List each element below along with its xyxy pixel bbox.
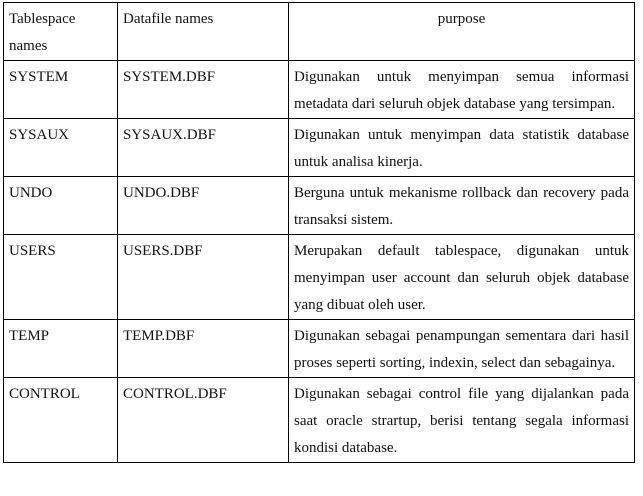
header-tablespace-names: Tablespace names — [4, 3, 118, 61]
tablespace-table — [3, 2, 635, 463]
header-datafile-names: Datafile names — [118, 3, 289, 61]
cell-purpose: Digunakan sebagai penampungan sementara dari hasil proses seperti sorting, indexin, select dan sebagainya. — [289, 320, 635, 378]
table-row — [4, 320, 635, 378]
cell-purpose: Berguna untuk mekanisme rollback dan recovery pada transaksi sistem. — [289, 177, 635, 235]
cell-tablespace: SYSTEM — [4, 61, 118, 119]
cell-datafile: TEMP.DBF — [118, 320, 289, 378]
table-row — [4, 61, 635, 119]
header-purpose: purpose — [289, 3, 635, 61]
cell-datafile: CONTROL.DBF — [118, 378, 289, 463]
cell-purpose: Merupakan default tablespace, digunakan untuk menyimpan user account dan seluruh objek database yang dibuat oleh user. — [289, 235, 635, 320]
cell-tablespace: UNDO — [4, 177, 118, 235]
table-header-row — [4, 3, 635, 61]
cell-datafile: SYSTEM.DBF — [118, 61, 289, 119]
table-row — [4, 119, 635, 177]
cell-purpose: Digunakan untuk menyimpan semua informasi metadata dari seluruh objek database yang tersimpan. — [289, 61, 635, 119]
cell-datafile: SYSAUX.DBF — [118, 119, 289, 177]
cell-tablespace: CONTROL — [4, 378, 118, 463]
cell-purpose: Digunakan sebagai control file yang dijalankan pada saat oracle strartup, berisi tentang segala informasi kondisi database. — [289, 378, 635, 463]
cell-tablespace: SYSAUX — [4, 119, 118, 177]
cell-tablespace: USERS — [4, 235, 118, 320]
cell-purpose: Digunakan untuk menyimpan data statistik database untuk analisa kinerja. — [289, 119, 635, 177]
cell-datafile: UNDO.DBF — [118, 177, 289, 235]
table-row — [4, 235, 635, 320]
cell-tablespace: TEMP — [4, 320, 118, 378]
table-row — [4, 177, 635, 235]
cell-datafile: USERS.DBF — [118, 235, 289, 320]
table-row — [4, 378, 635, 463]
